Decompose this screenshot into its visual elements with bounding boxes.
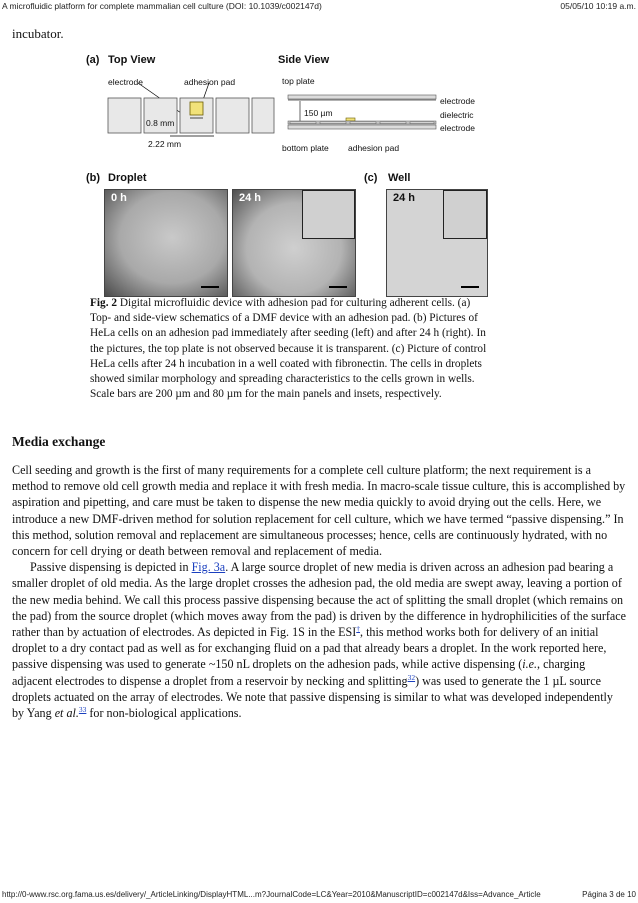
top-plate-label: top plate bbox=[282, 76, 315, 86]
scale-bar bbox=[461, 286, 479, 288]
adhesion-pad-label: adhesion pad bbox=[184, 77, 236, 87]
electrode-label: electrode bbox=[108, 77, 143, 87]
browser-print-header bbox=[0, 0, 638, 12]
well-time-label-24h: 24 h bbox=[393, 192, 416, 204]
page-title: A microfluidic platform for complete mammalian cell culture (DOI: 10.1039/c002147d) bbox=[2, 1, 322, 11]
scale-bar bbox=[329, 286, 347, 288]
fig-3a-link[interactable]: Fig. 3a bbox=[191, 560, 226, 575]
page-url: http://0-www.rsc.org.fama.us.es/delivery/_ArticleLinking/DisplayHTML...m?JournalCode=LC&Year=2010&ManuscriptID=c002147d&Iss=Advance_Article bbox=[2, 890, 541, 899]
well-24h-photo bbox=[386, 189, 488, 297]
side-view-title: Side View bbox=[278, 54, 330, 66]
caption-label: Fig. 2 bbox=[90, 297, 117, 309]
figure-2 bbox=[86, 52, 496, 298]
paragraph-1: Cell seeding and growth is the first of many requirements for a complete cell culture platform; the next requirement is a method to remove old cell growth media and replace it with fresh media. In macro-scale tissue culture, this is accomplished by aspiration and pipetting, and care must be taken to dispense the new media quickly to avoid drying out the cells. Here, we introduce a new DMF-driven method for solution replacement for cell culture, which we have termed “passive dispensing.” In this method, solution removal and replacement are simultaneous processes; hence, cells are continuously hydrated, with no concern for cell drying or death between removal and replacement of media. bbox=[12, 463, 626, 559]
panel-a-label: (a) bbox=[86, 54, 100, 66]
droplet-24h-inset bbox=[302, 190, 355, 239]
print-datetime: 05/05/10 10:19 a.m. bbox=[560, 1, 636, 11]
caption-text: Digital microfluidic device with adhesion pad for culturing adherent cells. (a) Top- and side-view schematics of a DMF device with an adhesion pad. (b) Pictures of HeLa cells on an adhesion pad immediately after seeding (left) and after 24 h (right). In the pictures, the top plate is not observed because it is transparent. (c) Picture of control HeLa cells after 24 h incubation in a well coated with fibronectin. The cells in droplets showed similar morphology and spreading characteristics to the cells grown in wells. Scale bars are 200 µm and 80 µm for the main panels and insets, respectively. bbox=[90, 297, 487, 401]
scale-bar bbox=[201, 286, 219, 288]
top-view-title: Top View bbox=[108, 54, 156, 66]
figure-caption bbox=[90, 296, 488, 402]
droplet-0h-photo bbox=[104, 189, 228, 297]
section-body bbox=[12, 462, 626, 721]
ref-33-link[interactable]: 33 bbox=[78, 705, 87, 715]
side-adhesion-pad-label: adhesion pad bbox=[348, 143, 400, 153]
panel-c-label: (c) bbox=[364, 172, 378, 184]
browser-print-footer bbox=[0, 890, 638, 902]
pad-dimension: 0.8 mm bbox=[146, 118, 175, 128]
paragraph-2: Passive dispensing is depicted in Fig. 3a. A large source droplet of new media is driven across an adhesion pad bearing a smaller droplet of old media. As the large droplet crosses the adhesion pad, the old media are swept away, leaving a portion of the new media behind. We call this process passive dispensing because the act of splitting the small droplet (which remains on the pad) from the source droplet (which moves away from the pad) is driven by the difference in hydrophilicities of the surface rather than by actuation of electrodes. As depicted in Fig. 1S in the ESI†, this method works both for delivery of an initial droplet to a dry contact pad as well as for exchanging fluid on a pad that already bears a droplet. In the work reported here, passive dispensing was used to generate ~150 nL droplets on the adhesion pads, while active dispensing (i.e., charging adjacent electrodes to dispense a droplet from a reservoir by necking and splitting$^{32}$) was used to generate the 1 µL source droplets actuated on the array of electrodes. We note that passive dispensing is similar to what was developed independently by Yang et al.$^{33}$ for non-biological applications. bbox=[12, 560, 626, 721]
page-number: Página 3 de 10 bbox=[582, 890, 636, 899]
bottom-plate-label: bottom plate bbox=[282, 143, 329, 153]
side-electrode-bottom-label: electrode bbox=[440, 123, 475, 133]
side-electrode-top-label: electrode bbox=[440, 96, 475, 106]
well-title: Well bbox=[388, 172, 411, 184]
dielectric-label: dielectric bbox=[440, 110, 474, 120]
ref-32-link[interactable]: 32 bbox=[407, 672, 416, 682]
section-heading: Media exchange bbox=[12, 434, 106, 449]
panel-b-label: (b) bbox=[86, 172, 101, 184]
gap-label: 150 µm bbox=[304, 108, 333, 118]
time-label-24h: 24 h bbox=[239, 192, 262, 204]
time-label-0h: 0 h bbox=[111, 192, 127, 204]
total-dimension: 2.22 mm bbox=[148, 139, 182, 149]
well-24h-inset bbox=[443, 190, 487, 239]
droplet-24h-photo bbox=[232, 189, 356, 297]
lead-text: incubator. bbox=[12, 26, 64, 41]
esi-link[interactable]: † bbox=[356, 624, 361, 633]
droplet-title: Droplet bbox=[108, 172, 147, 184]
